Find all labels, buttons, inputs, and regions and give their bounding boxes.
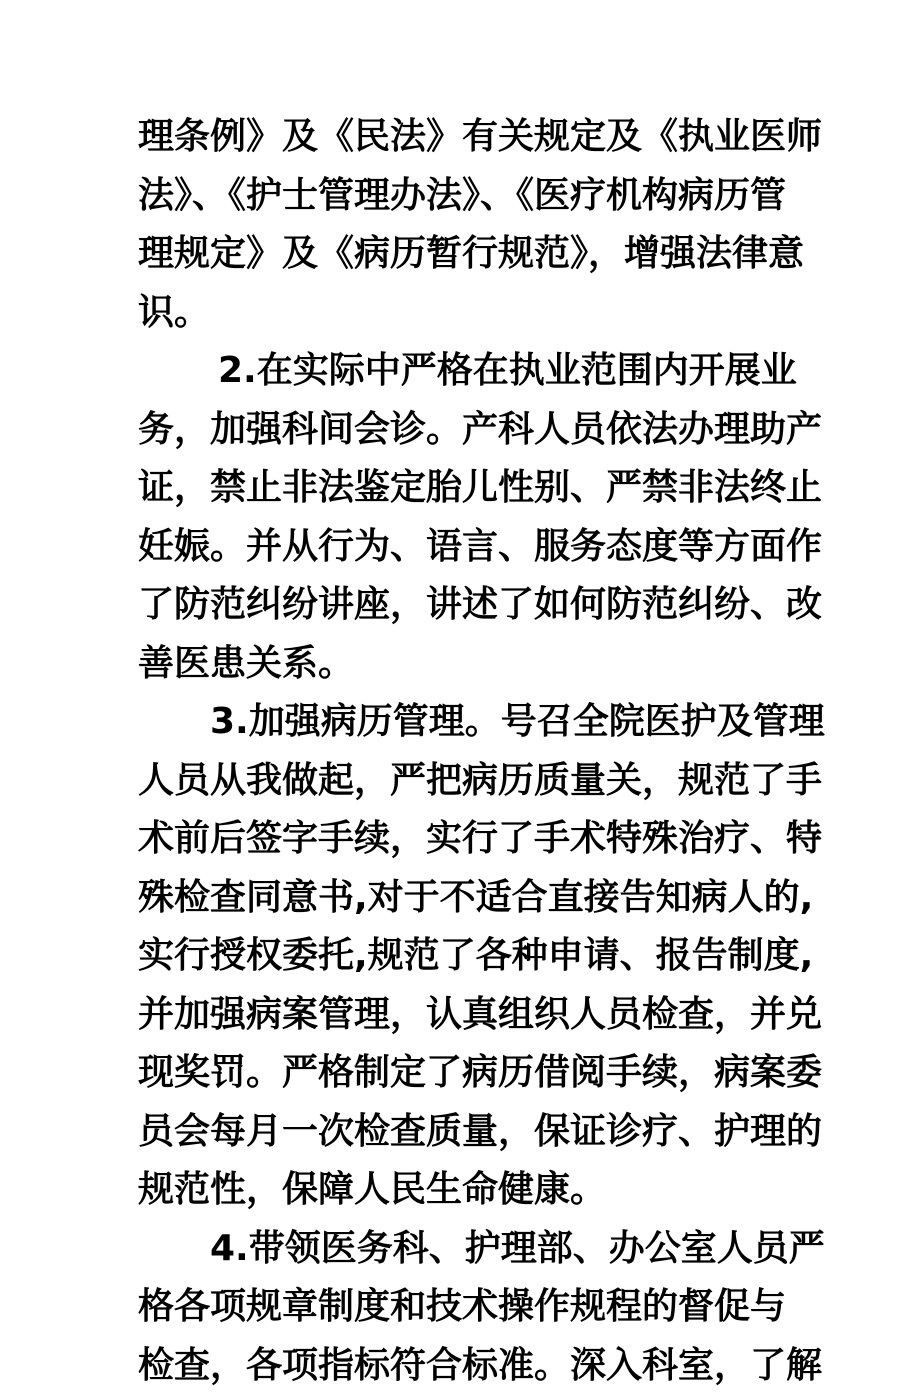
text-line: 术前后签字手续，实行了手术特殊治疗、特: [138, 810, 788, 869]
text-line: 格各项规章制度和技术操作规程的督促与: [138, 1278, 788, 1337]
text-line: 识。: [138, 284, 788, 343]
text-line: 现奖罚。严格制定了病历借阅手续，病案委: [138, 1044, 788, 1103]
text-line: 法》、《护士管理办法》、《医疗机构病历管: [138, 167, 788, 226]
text-line: 并加强病案管理，认真组织人员检查，并兑: [138, 986, 788, 1045]
text-line: 规范性，保障人民生命健康。: [138, 1161, 788, 1220]
text-line: 理条例》及《民法》有关规定及《执业医师: [138, 108, 788, 167]
text-line: 员会每月一次检查质量，保证诊疗、护理的: [138, 1103, 788, 1162]
paragraph-4-first-line: 4.带领医务科、护理部、办公室人员严: [138, 1220, 788, 1279]
text-line: 理规定》及《病历暂行规范》，增强法律意: [138, 225, 788, 284]
text-line: 妊娠。并从行为、语言、服务态度等方面作: [138, 518, 788, 577]
text-line: 殊检查同意书,对于不适合直接告知病人的,: [138, 869, 788, 928]
text-line: 务，加强科间会诊。产科人员依法办理助产: [138, 401, 788, 460]
text-line: 证，禁止非法鉴定胎儿性别、严禁非法终止: [138, 459, 788, 518]
paragraph-3-first-line: 3.加强病历管理。号召全院医护及管理: [138, 693, 788, 752]
text-line: 人员从我做起，严把病历质量关，规范了手: [138, 752, 788, 811]
text-line: 实行授权委托,规范了各种申请、报告制度,: [138, 927, 788, 986]
body-text: [138, 108, 788, 1395]
text-line: 善医患关系。: [138, 635, 788, 694]
paragraph-2-first-line: 2.在实际中严格在执业范围内开展业: [138, 342, 788, 401]
text-line: 检查，各项指标符合标准。深入科室，了解: [138, 1337, 788, 1395]
text-line: 了防范纠纷讲座，讲述了如何防范纠纷、改: [138, 576, 788, 635]
